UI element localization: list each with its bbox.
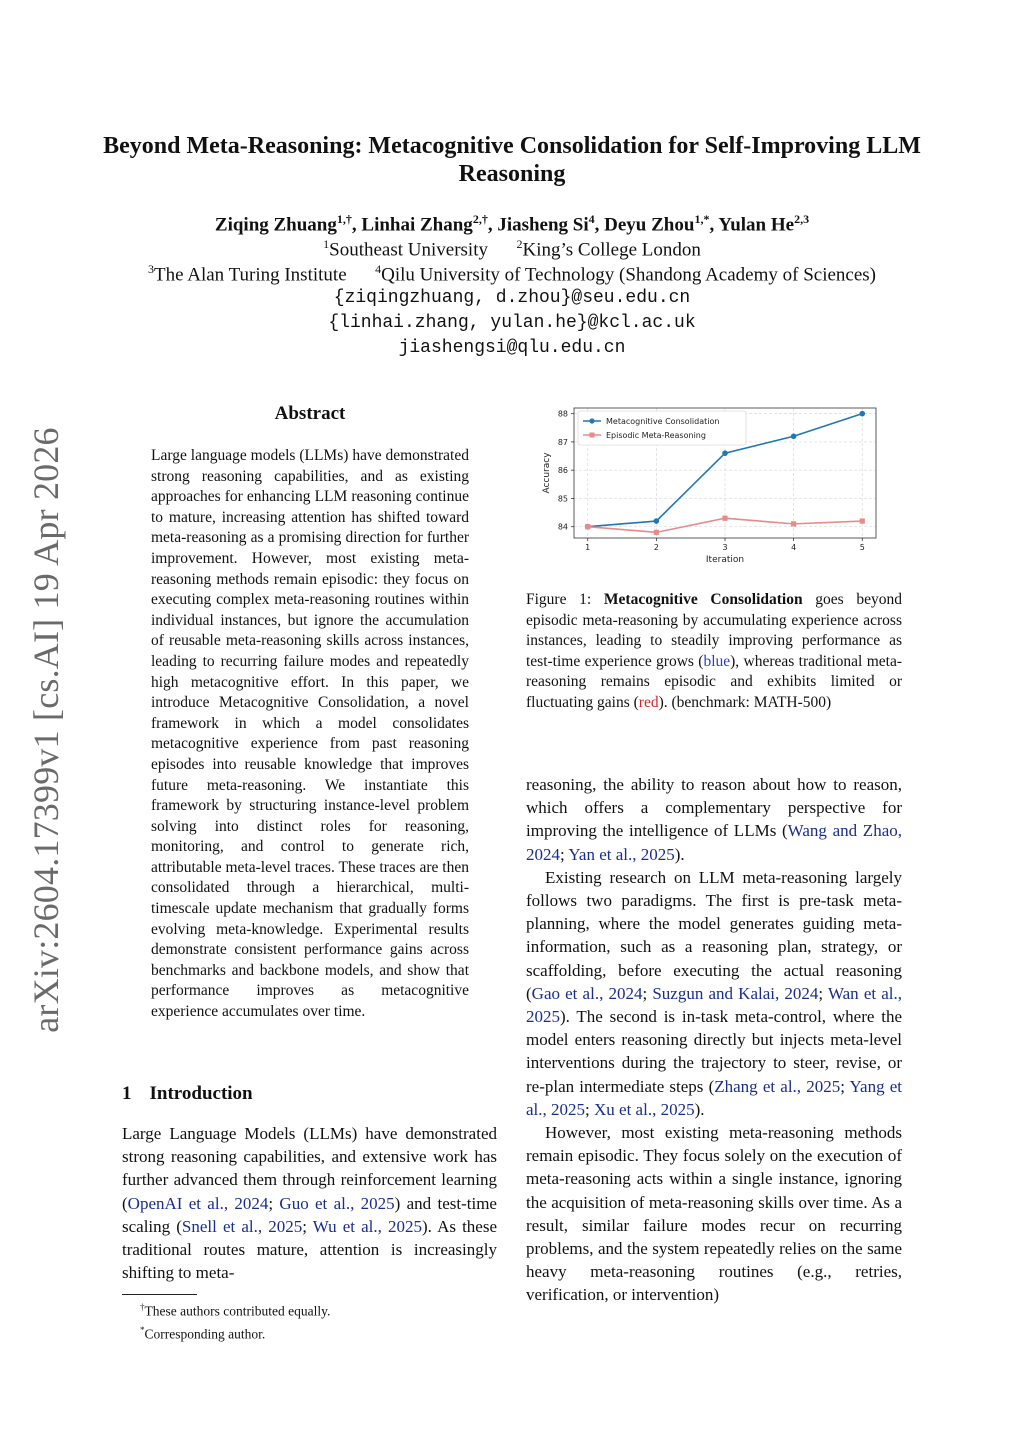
text-run: ; bbox=[302, 1216, 313, 1236]
caption-text: Metacognitive Consolidation bbox=[603, 591, 803, 608]
email-line-3: jiashengsi@qlu.edu.cn bbox=[398, 338, 626, 358]
legend-marker bbox=[590, 433, 595, 438]
data-point bbox=[722, 450, 728, 456]
text-run: ). As these traditional routes mature, attention is increasingly shifting to meta- bbox=[122, 1216, 498, 1283]
author-name: Deyu Zhou bbox=[604, 214, 695, 236]
author-list: Ziqing Zhuang$^{1,\dagger}$, Linhai Zhang$^{2,\dagger}$, Jiasheng Si$^4$, Deyu Zhou$^{1,*}$, Yulan He$^{2,3}$ bbox=[214, 212, 810, 236]
affiliation-name: The Alan Turing Institute bbox=[153, 264, 347, 286]
data-point bbox=[791, 433, 797, 439]
section-title: Introduction bbox=[149, 1083, 253, 1104]
citation-link[interactable]: Guo et al., 2025 bbox=[279, 1193, 395, 1213]
x-tick-label: 1 bbox=[585, 543, 591, 552]
affiliation-mark: 2 bbox=[516, 237, 523, 251]
footnote-divider bbox=[122, 1294, 197, 1295]
author-affiliation-mark: 1,† bbox=[336, 212, 352, 226]
caption-text: ). (benchmark: MATH-500) bbox=[658, 693, 832, 711]
body-paragraph bbox=[526, 773, 902, 866]
text-run: ). bbox=[674, 844, 685, 864]
section-heading-introduction bbox=[122, 1083, 253, 1105]
x-tick-label: 3 bbox=[722, 543, 728, 552]
arxiv-id: arXiv:2604.17399v1 [cs.AI] 19 Apr 2026 bbox=[26, 427, 66, 1033]
citation-link[interactable]: Snell et al., 2025 bbox=[181, 1216, 303, 1236]
y-tick-label: 84 bbox=[557, 522, 568, 532]
data-point bbox=[654, 530, 659, 535]
abstract-heading: Abstract bbox=[274, 403, 346, 424]
affiliation-mark: 3 bbox=[147, 262, 154, 276]
figure-1-caption bbox=[526, 590, 902, 714]
x-tick-label: 4 bbox=[791, 543, 797, 552]
author-affiliation-mark: 4 bbox=[588, 212, 595, 226]
y-tick-label: 87 bbox=[557, 437, 568, 447]
affiliations-line-1 bbox=[40, 237, 984, 261]
text-run: reasoning, the ability to reason about how to reason, which offers a complementary perspective for improving the intelligence of LLMs ( bbox=[526, 775, 902, 841]
author-name: Yulan He bbox=[718, 214, 795, 236]
data-point bbox=[722, 516, 727, 521]
data-point bbox=[859, 411, 865, 417]
text-run: However, most existing meta-reasoning methods remain episodic. They focus solely on the execution of meta-reasoning acts within a single instance, ignoring the acquisition of meta-reasoning skills over time. As a result, similar failure modes recur on recurring problems, and the system repeatedly relies on the same heavy meta-reasoning routines (e.g., retries, verification, or intervention) bbox=[526, 1123, 902, 1305]
author-affiliation-mark: 1,* bbox=[694, 212, 710, 226]
text-run: Large Language Models (LLMs) have demonstrated strong reasoning capabilities, and extensive work has further advanced them through reinforcement learning ( bbox=[122, 1124, 497, 1213]
citation-link[interactable]: Wu et al., 2025 bbox=[312, 1216, 422, 1236]
data-point bbox=[860, 518, 865, 523]
citation-link[interactable]: Yan et al., 2025 bbox=[568, 844, 675, 864]
text-run: ) and test-time scaling ( bbox=[122, 1193, 497, 1236]
citation-link[interactable]: Wang and Zhao, 2024 bbox=[526, 821, 902, 864]
citation-link[interactable]: Wan et al., 2025 bbox=[526, 983, 903, 1027]
x-tick-label: 2 bbox=[653, 543, 659, 552]
citation-link[interactable]: Yang et al., 2025 bbox=[526, 1076, 903, 1119]
footnote-mark: † bbox=[140, 1302, 145, 1312]
text-run: ; bbox=[268, 1193, 280, 1213]
citation-link[interactable]: blue bbox=[703, 652, 731, 670]
x-tick-label: 5 bbox=[859, 543, 865, 552]
data-point bbox=[654, 518, 660, 524]
citation-link[interactable]: Zhang et al., 2025 bbox=[714, 1076, 841, 1096]
abstract-text: Large language models (LLMs) have demonstrated strong reasoning capabilities, and as existing approaches for enhancing LLM reasoning continue to mature, increasing attention has shifted toward meta-reasoning as a promising direction for further improvement. However, most existing meta-reasoning methods remain episodic: they focus on executing complex meta-reasoning routines within individual instances, but ignore the accumulation of reusable meta-reasoning skills across instances, leading to recurring failure modes and repeatedly high metacognitive effort. In this paper, we introduce Metacognitive Consolidation, a novel framework in which a model consolidates metacognitive experience from past reasoning episodes into reusable knowledge that improves future meta-reasoning. We instantiate this framework by structuring instance-level problem solving into distinct roles for reasoning, monitoring, and control to generate rich, attributable meta-level traces. These traces are then consolidated through a hierarchical, multi-timescale update mechanism that gradually forms evolving meta-knowledge. Experimental results demonstrate consistent performance gains across benchmarks and backbone models, and show that performance improves as metacognitive experience accumulates over time. bbox=[151, 447, 469, 1021]
legend-label: Metacognitive Consolidation bbox=[606, 417, 720, 426]
y-tick-label: 86 bbox=[557, 466, 568, 476]
introduction-paragraph bbox=[122, 1122, 497, 1284]
affiliation-name: Southeast University bbox=[329, 239, 488, 261]
text-run: Existing research on LLM meta-reasoning largely follows two paradigms. The first is pre-task meta-planning, where the model generates guiding meta-information, such as a reasoning plan, strategy, or scaffolding, before executing the actual reasoning ( bbox=[526, 867, 902, 1003]
text-run: ). The second is in-task meta-control, where the model enters reasoning directly but injects meta-level interventions during the trajectory to steer, revise, or re-plan intermediate steps ( bbox=[526, 1007, 902, 1096]
y-tick-label: 88 bbox=[557, 409, 568, 419]
citation-link[interactable]: Suzgun and Kalai, 2024 bbox=[652, 983, 819, 1003]
data-point bbox=[585, 524, 590, 529]
paper-title: Beyond Meta-Reasoning: Metacognitive Consolidation for Self-Improving LLM Reasoning bbox=[103, 133, 921, 187]
affiliation-mark: 1 bbox=[323, 237, 330, 251]
text-run: ; bbox=[818, 983, 828, 1003]
y-axis-label: Accuracy bbox=[542, 452, 552, 494]
footnotes bbox=[140, 1298, 330, 1343]
section-number: 1 bbox=[122, 1083, 132, 1104]
legend-marker bbox=[589, 418, 594, 423]
footnote-text: These authors contributed equally. bbox=[144, 1303, 331, 1319]
citation-link[interactable]: Gao et al., 2024 bbox=[531, 983, 643, 1003]
author-affiliation-mark: 2,† bbox=[472, 212, 488, 226]
author-name: Linhai Zhang bbox=[361, 214, 473, 236]
affiliations-line-2 bbox=[40, 262, 984, 286]
figure-label: Figure 1: bbox=[526, 591, 604, 608]
citation-link[interactable]: Xu et al., 2025 bbox=[594, 1099, 695, 1119]
chart-legend bbox=[578, 411, 746, 445]
text-run: ; bbox=[585, 1099, 595, 1119]
affiliation-name: King’s College London bbox=[522, 239, 701, 261]
author-name: Jiasheng Si bbox=[497, 214, 589, 236]
text-run: ). bbox=[694, 1099, 705, 1119]
arxiv-sidebar-stamp bbox=[6, 427, 86, 1033]
caption-text: ), whereas traditional meta-reasoning remains episodic and exhibits limited or fluctuating gains ( bbox=[526, 652, 902, 711]
legend-label: Episodic Meta-Reasoning bbox=[606, 431, 706, 440]
body-paragraph bbox=[526, 866, 902, 1121]
author-affiliation-mark: 2,3 bbox=[794, 212, 810, 226]
text-run: ; bbox=[560, 844, 569, 864]
email-line-1: {ziqingzhuang, d.zhou}@seu.edu.cn bbox=[333, 288, 691, 308]
footnote-text: Corresponding author. bbox=[144, 1326, 266, 1341]
x-axis-label: Iteration bbox=[705, 555, 745, 565]
citation-link[interactable]: OpenAI et al., 2024 bbox=[127, 1193, 269, 1213]
affiliation-mark: 4 bbox=[375, 262, 382, 276]
text-run: ; bbox=[840, 1076, 850, 1096]
citation-link[interactable]: red bbox=[638, 693, 659, 711]
figure-1-line-chart bbox=[524, 400, 904, 570]
footnote bbox=[140, 1321, 330, 1344]
footnote-mark: * bbox=[140, 1324, 145, 1335]
right-column-text bbox=[526, 773, 902, 1307]
data-point bbox=[791, 521, 796, 526]
email-line-2: {linhai.zhang, yulan.he}@kcl.ac.uk bbox=[328, 313, 696, 333]
author-name: Ziqing Zhuang bbox=[214, 214, 337, 236]
footnote bbox=[140, 1298, 330, 1321]
text-run: ; bbox=[642, 983, 653, 1003]
y-tick-label: 85 bbox=[557, 494, 568, 504]
affiliation-name: Qilu University of Technology (Shandong Academy of Sciences) bbox=[381, 264, 876, 286]
body-paragraph bbox=[526, 1121, 902, 1307]
caption-text: goes beyond episodic meta-reasoning by accumulating experience across instances, leading to steadily improving performance as test-time experience grows ( bbox=[526, 591, 903, 670]
